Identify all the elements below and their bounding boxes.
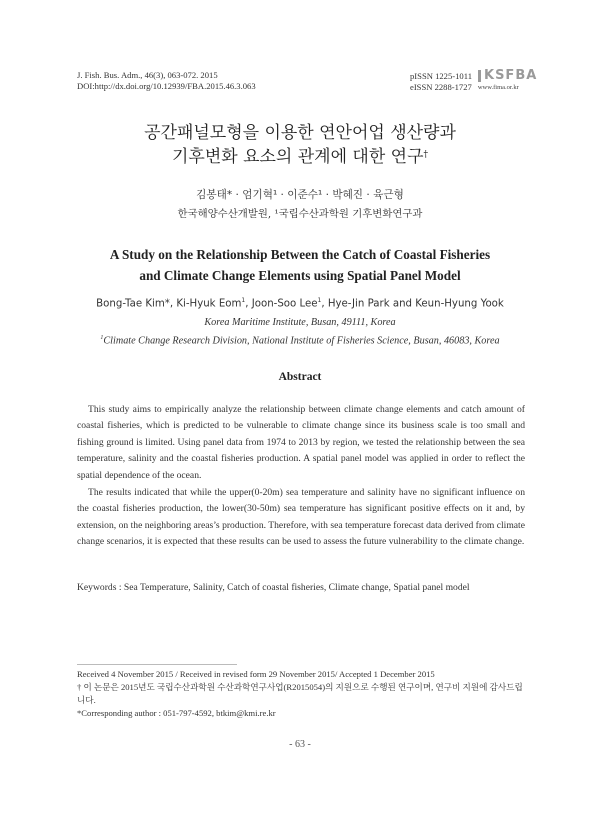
journal-url[interactable]: www.fima.or.kr [477,84,519,91]
ksfba-logo: KSFBA [478,70,537,82]
author-list-part2: , Joon-Soo Lee [245,298,318,310]
running-header-left [77,70,256,92]
author-list-part3: , Hye-Jin Park and Keun-Hyung Yook [321,298,504,310]
affiliation-mark-1: 1 [241,297,246,304]
corresponding-author: *Corresponding author : 051-797-4592, btkim@kmi.re.kr [77,708,276,718]
affiliation-mark-2: 1 [317,297,322,304]
abstract-paragraph-2: The results indicated that while the upper(0-20m) sea temperature and salinity have no significant influence on the coastal fisheries production, the lower(30-50m) sea temperature has significant positive effects on it and, by extension, on the neighboring areas’s production. Therefore, with sea temperature forecast data derived from climate change scenarios, it is expected that these results can be used to assess the future vulnerability to the climate change. [77,487,525,548]
abstract-paragraph-1: This study aims to empirically analyze the relationship between climate change elements and catch amount of coastal fisheries, which is predicted to be vulnerable to climate change since its business scale is too small and fishing ground is limited. Using panel data from 1974 to 2013 by region, we tested the relationship between the sea temperature, salinity and the coastal fisheries production. A spatial panel model was applied in order to reflect the spatial dependence of the ocean. [77,404,525,481]
english-title-line2: and Climate Change Elements using Spatial Panel Model [139,268,461,283]
page-number: - 63 - [289,739,311,750]
english-authors [0,297,600,309]
korean-title-line1: 공간패널모형을 이용한 연안어업 생산량과 [144,123,456,143]
eissn: eISSN 2288-1727 [410,82,472,92]
title-footnote-mark: † [423,150,429,160]
funding-note: † 이 논문은 2015년도 국립수산과학원 수산과학연구사업(R2015054)의 지원으로 수행된 연구이며, 연구비 지원에 감사드립니다. [77,682,523,705]
english-affiliation-1: Korea Maritime Institute, Busan, 49111, Korea [204,317,396,328]
english-title-line1: A Study on the Relationship Between the Catch of Coastal Fisheries [109,247,491,262]
author-list-part1: Bong-Tae Kim*, Ki-Hyuk Eom [96,298,242,310]
pissn: pISSN 1225-1011 [410,70,472,81]
korean-title [0,121,600,169]
received-dates: Received 4 November 2015 / Received in revised form 29 November 2015/ Accepted 1 December 2015 [77,669,435,679]
keywords: Keywords : Sea Temperature, Salinity, Catch of coastal fisheries, Climate change, Spatial panel model [77,582,470,593]
journal-citation: J. Fish. Bus. Adm., 46(3), 063-072. 2015 [77,70,218,80]
doi-link[interactable]: DOI:http://dx.doi.org/10.12939/FBA.2015.46.3.063 [77,81,256,91]
english-title [0,244,600,286]
running-header-right [410,70,537,93]
korean-affiliation: 한국해양수산개발원, ¹국립수산과학원 기후변화연구과 [177,208,423,220]
english-affiliation-2 [0,335,600,346]
english-affiliation-2-text: Climate Change Research Division, National Institute of Fisheries Science, Busan, 46083, Korea [103,335,500,347]
korean-title-line2: 기후변화 요소의 관계에 대한 연구 [171,147,424,167]
footnote-divider [77,664,237,665]
abstract-heading: Abstract [278,371,322,383]
korean-authors: 김봉태* · 엄기혁¹ · 이준수¹ · 박혜진 · 육근형 [196,189,404,201]
affiliation-mark: 1 [100,335,104,341]
